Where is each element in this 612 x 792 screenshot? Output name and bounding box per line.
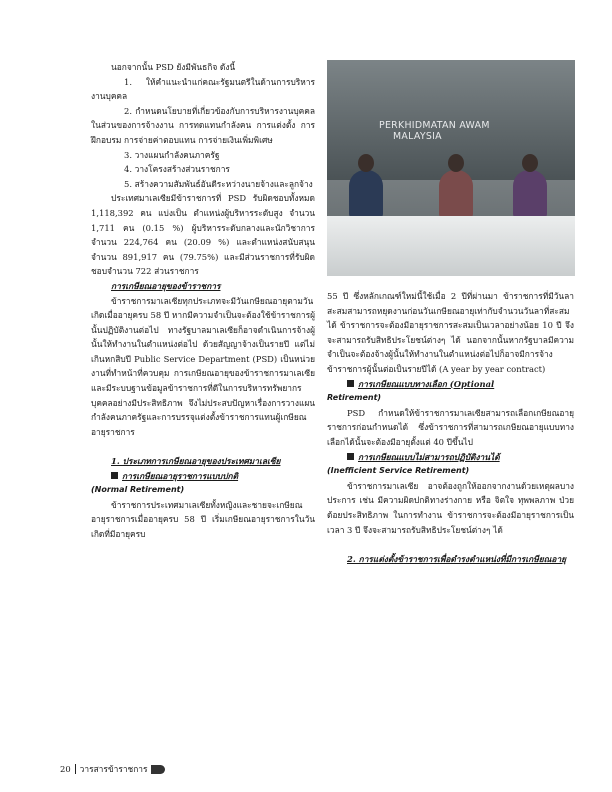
square-bullet-icon [347, 380, 354, 387]
optional-retirement-paragraph: PSD กำหนดให้ข้าราชการมาเลเซียสามารถเลือกเกษียณอายุราชการก่อนกำหนดได้ ซึ่งข้าราชการที่สามารถเกษียณอายุแบบทางเลือกได้นั้นจะต้องมีอายุตั้งแต่ 40 ปีขึ้นไป [327, 407, 574, 447]
subheading-normal-retirement: การเกษียณอายุราชการแบบปกติ [91, 469, 315, 484]
staff-stats-paragraph: ประเทศมาเลเซียมีข้าราชการที่ PSD รับผิดชอบทั้งหมด 1,118,392 คน แบ่งเป็น ตำแหน่งผู้บริหารระดับสูง จำนวน 1,711 คน (0.15 %) ผู้บริหารระดับกลางและนักวิชาการ จำนวน 224,764 คน (20.09 %) และตำแหน่งสนับสนุน จำนวน 891,917 คน (79.75%) และมีส่วนราชการที่รับผิดชอบจำนวน 722 ส่วนราชการ [91, 193, 315, 277]
intro-paragraph: นอกจากนั้น PSD ยังมีพันธกิจ ดังนี้ [111, 62, 236, 72]
normal-retirement-paragraph: ข้าราชการประเทศมาเลเซียทั้งหญิงและชายจะเกษียณอายุราชการเมื่ออายุครบ 58 ปี เริ่มเกษียณอายุราชการในวันเกิดที่มีอายุครบ [91, 499, 315, 539]
photo-sign: PERKHIDMATAN AWAM MALAYSIA [379, 120, 490, 142]
mission-item-5: 5. สร้างความสัมพันธ์อันดีระหว่างนายจ้างและลูกจ้าง [124, 178, 313, 189]
inefficient-retirement-paragraph: ข้าราชการมาเลเซีย อาจต้องถูกให้ออกจากงานด้วยเหตุผลบางประการ เช่น มีความผิดปกติทางร่างกาย หรือ จิตใจ ทุพพลภาพ ป่วย ด้อยประสิทธิภาพ ในการทำงาน ข้าราชการจะต้องมีอายุราชการเป็นเวลา 3 ปี จึงจะสามารถรับสิทธิประโยชน์ต่างๆ ได้ [327, 480, 574, 535]
person-head [358, 154, 374, 172]
mission-item-1: 1. ให้คำแนะนำแก่คณะรัฐมนตรีในด้านการบริหารงานบุคคล [91, 76, 315, 102]
person-figure [439, 170, 473, 218]
mission-item-2: 2. กำหนดนโยบายที่เกี่ยวข้องกับการบริหารงานบุคคลในส่วนของการจ้างงาน การทดแทนกำลังคน การแต่งตั้ง การฝึกอบรม การจ่ายค่าตอบแทน การจ่ายเงินเพิ่มพิเศษ [91, 105, 315, 145]
mission-item-3: 3. วางแผนกำลังคนภาครัฐ [124, 149, 220, 160]
person-figure [349, 170, 383, 218]
photo-table [327, 216, 575, 276]
publication-name: วารสารข้าราชการ [79, 764, 148, 774]
section-heading-retirement: การเกษียณอายุของข้าราชการ [111, 280, 221, 291]
subheading-normal-retirement-en: (Normal Retirement) [91, 485, 185, 495]
age-paragraph: 55 ปี ซึ่งหลักเกณฑ์ใหม่นี้ใช้เมื่อ 2 ปีที่ผ่านมา ข้าราชการที่มีวันลาสะสมสามารถหยุดงานก่อนวันเกษียณอายุเท่ากับจำนวนวันลาที่สะสมได้ ข้าราชการจะต้องมีอายุราชการสะสมเป็นเวลาอย่างน้อย 10 ปี จึงจะสามารถรับสิทธิประโยชน์ต่างๆ ได้ นอกจากนั้นหากรัฐบาลมีความจำเป็นจะต้องจ้างผู้นั้นให้ทำงานในตำแหน่งต่อไปก็อาจมีการจ้างข้าราชการผู้นั้นต่อเป็นรายปีได้ (A year by year contract) [327, 291, 574, 374]
publication-logo-icon [151, 765, 165, 774]
section-heading-types: 1. ประเภทการเกษียณอายุของประเทศมาเลเซีย [111, 456, 281, 467]
page-footer [60, 762, 165, 776]
subheading-optional-retirement-en: Retirement) [327, 393, 382, 403]
person-head [448, 154, 464, 172]
subheading-inefficient-retirement-en: (Inefficient Service Retirement) [327, 466, 470, 476]
subheading-inefficient-retirement: การเกษียณแบบไม่สามารถปฏิบัติงานได้ [327, 450, 574, 465]
page-number: 20 [60, 764, 71, 774]
person-figure [513, 170, 547, 218]
retirement-paragraph: ข้าราชการมาเลเซียทุกประเภทจะมีวันเกษียณอายุตามวันเกิดเมื่ออายุครบ 58 ปี หากมีความจำเป็นจะต้องใช้ข้าราชการผู้นั้นปฏิบัติงานต่อไป ทางรัฐบาลมาเลเซียก็อาจดำเนินการจ้างผู้นั้นให้ทำงานในตำแหน่งต่อไป ด้วยสัญญาจ้างเป็นรายปี แต่ไม่เกินหกสิบปี Public Service Department (PSD) เป็นหน่วยงานที่ทำหน้าที่ควบคุม การเกษียณอายุของข้าราชการมาเลเซีย และมีระบบฐานข้อมูลข้าราชการที่ดีในการบริหารทรัพยากรบุคคลอย่างมีประสิทธิภาพ จึงไม่ประสบปัญหาเรื่องการวางแผนกำลังคนภาครัฐและการบรรจุแต่งตั้งข้าราชการแทนผู้เกษียณอายุราชการ [91, 295, 315, 437]
left-column [91, 60, 315, 542]
right-column [327, 289, 574, 566]
square-bullet-icon [347, 453, 354, 460]
footer-divider [75, 764, 76, 774]
subheading-optional-retirement: การเกษียณแบบทางเลือก (Optional [327, 377, 574, 392]
mission-item-4: 4. วางโครงสร้างส่วนราชการ [124, 164, 230, 175]
square-bullet-icon [111, 472, 118, 479]
meeting-photo [327, 60, 575, 276]
section-heading-appointment: 2. การแต่งตั้งข้าราชการเพื่อดำรงตำแหน่งที่มีการเกษียณอายุ [347, 553, 567, 564]
person-head [522, 154, 538, 172]
